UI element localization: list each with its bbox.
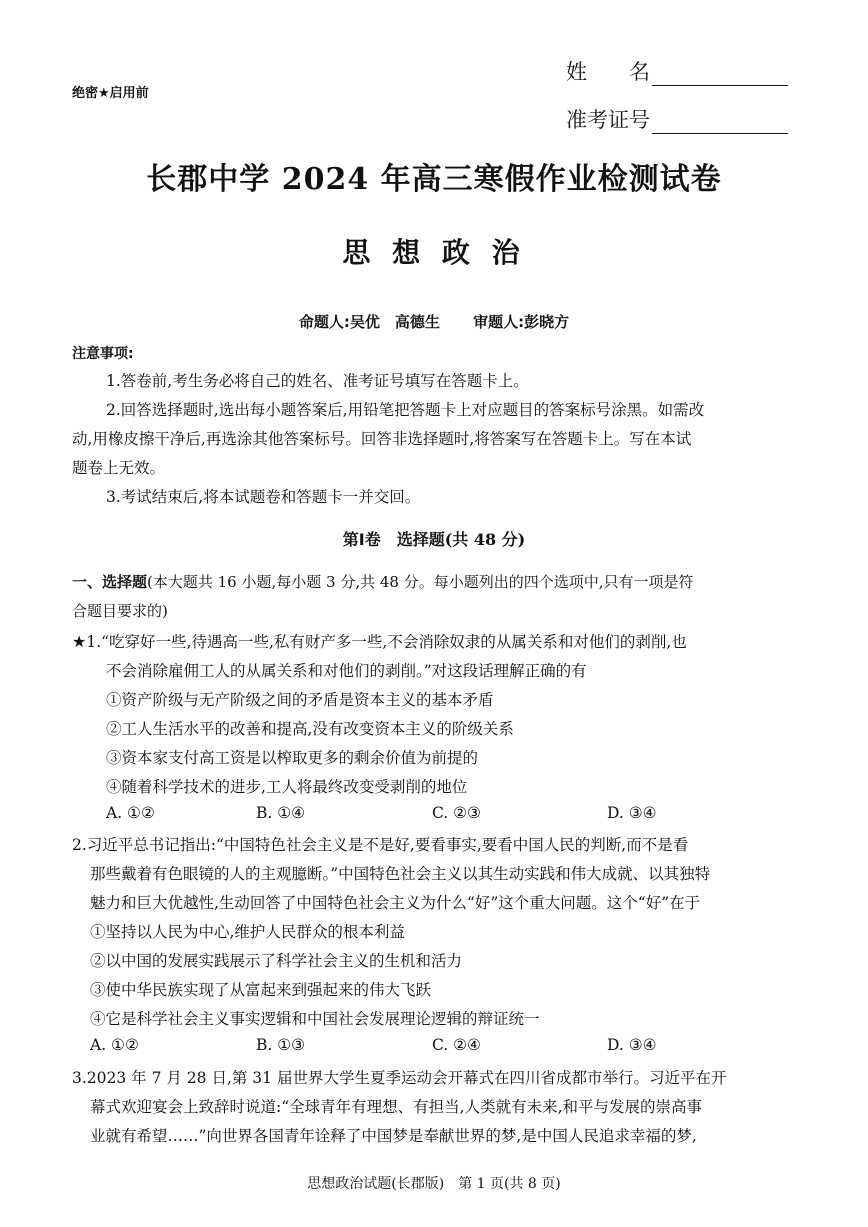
- question-stem-line: 2.习近平总书记指出:“中国特色社会主义是不是好,要看事实,要看中国人民的判断,而不是看: [72, 836, 689, 854]
- option-a: A. ①②: [106, 804, 155, 822]
- section-score: (共 48 分): [444, 530, 526, 549]
- question-stem-line: 幕式欢迎宴会上致辞时说道:“全球青年有理想、有担当,人类就有未来,和平与发展的崇高事: [90, 1098, 703, 1116]
- question-statement: ③使中华民族实现了从富起来到强起来的伟大飞跃: [90, 981, 432, 999]
- notice-item: 题卷上无效。: [72, 459, 166, 477]
- exam-id-field: [566, 104, 788, 134]
- option-c: C. ②③: [432, 804, 481, 822]
- option-b: B. ①③: [256, 1036, 306, 1054]
- reviewer: 审题人:彭晓方: [473, 313, 570, 331]
- part-label: 一、选择题: [72, 573, 148, 591]
- question-1-stem: [72, 630, 687, 652]
- notice-item: 1.答卷前,考生务必将自己的姓名、准考证号填写在答题卡上。: [106, 372, 529, 390]
- question-stem-line: 那些戴着有色眼镜的人的主观臆断。”中国特色社会主义以其生动实践和伟大成就、以其独特: [90, 865, 711, 883]
- question-stem-line: 业就有希望……”向世界各国青年诠释了中国梦是奉献世界的梦,是中国人民追求幸福的梦,: [90, 1127, 697, 1145]
- exam-title: 长郡中学 2024 年高三寒假作业检测试卷: [146, 162, 722, 197]
- option-a: A. ①②: [90, 1036, 139, 1054]
- notice-item: 2.回答选择题时,选出每小题答案后,用铅笔把答题卡上对应题目的答案标号涂黑。如需改: [106, 401, 705, 419]
- option-d: D. ③④: [607, 804, 657, 822]
- confidential-label: 绝密★启用前: [72, 86, 149, 101]
- notice-title: 注意事项:: [72, 346, 134, 362]
- notice-item: 3.考试结束后,将本试题卷和答题卡一并交回。: [106, 488, 421, 506]
- question-stem-line: 1.“吃穿好一些,待遇高一些,私有财产多一些,不会消除奴隶的从属关系和对他们的剥削,也: [86, 633, 687, 651]
- star-marker: ★: [72, 632, 87, 651]
- section-heading: [0, 527, 868, 550]
- question-stem-line: 魅力和巨大优越性,生动回答了中国特色社会主义为什么“好”这个重大问题。这个“好”在于: [90, 894, 701, 912]
- part-intro: [72, 571, 694, 592]
- part-desc: (本大题共 16 小题,每小题 3 分,共 48 分。每小题列出的四个选项中,只有一项是符: [147, 573, 694, 591]
- question-statement: ④它是科学社会主义事实逻辑和中国社会发展理论逻辑的辩证统一: [90, 1010, 540, 1028]
- page-footer: 思想政治试题(长郡版) 第 1 页(共 8 页): [307, 1176, 561, 1192]
- question-stem-line: 3.2023 年 7 月 28 日,第 31 届世界大学生夏季运动会开幕式在四川省成都市举行。习近平在开: [72, 1069, 727, 1087]
- question-statement: ①资产阶级与无产阶级之间的矛盾是资本主义的基本矛盾: [106, 691, 494, 709]
- part-desc-continued: 合题目要求的): [72, 602, 168, 620]
- name-blank-line: [652, 63, 788, 86]
- name-label: 姓 名: [566, 60, 650, 84]
- question-statement: ③资本家支付高工资是以榨取更多的剩余价值为前提的: [106, 749, 479, 767]
- exam-id-blank-line: [652, 111, 788, 134]
- question-statement: ①坚持以人民为中心,维护人民群众的根本利益: [90, 923, 405, 941]
- question-stem-line: 不会消除雇佣工人的从属关系和对他们的剥削。”对这段话理解正确的有: [106, 662, 587, 680]
- setter: 命题人:吴优 高德生: [298, 313, 440, 331]
- notice-item: 动,用橡皮擦干净后,再选涂其他答案标号。回答非选择题时,将答案写在答题卡上。写在本试: [72, 430, 692, 448]
- exam-id-label: 准考证号: [566, 108, 650, 132]
- authors-line: [0, 311, 868, 332]
- section-title: 第Ⅰ卷 选择题: [342, 530, 445, 549]
- question-statement: ②以中国的发展实践展示了科学社会主义的生机和活力: [90, 952, 463, 970]
- question-statement: ④随着科学技术的进步,工人将最终改变受剥削的地位: [106, 778, 468, 796]
- subject-title: 思 想 政 治: [342, 236, 526, 269]
- name-field: [566, 56, 788, 86]
- option-d: D. ③④: [607, 1036, 657, 1054]
- question-statement: ②工人生活水平的改善和提高,没有改变资本主义的阶级关系: [106, 720, 514, 738]
- option-c: C. ②④: [432, 1036, 481, 1054]
- option-b: B. ①④: [256, 804, 306, 822]
